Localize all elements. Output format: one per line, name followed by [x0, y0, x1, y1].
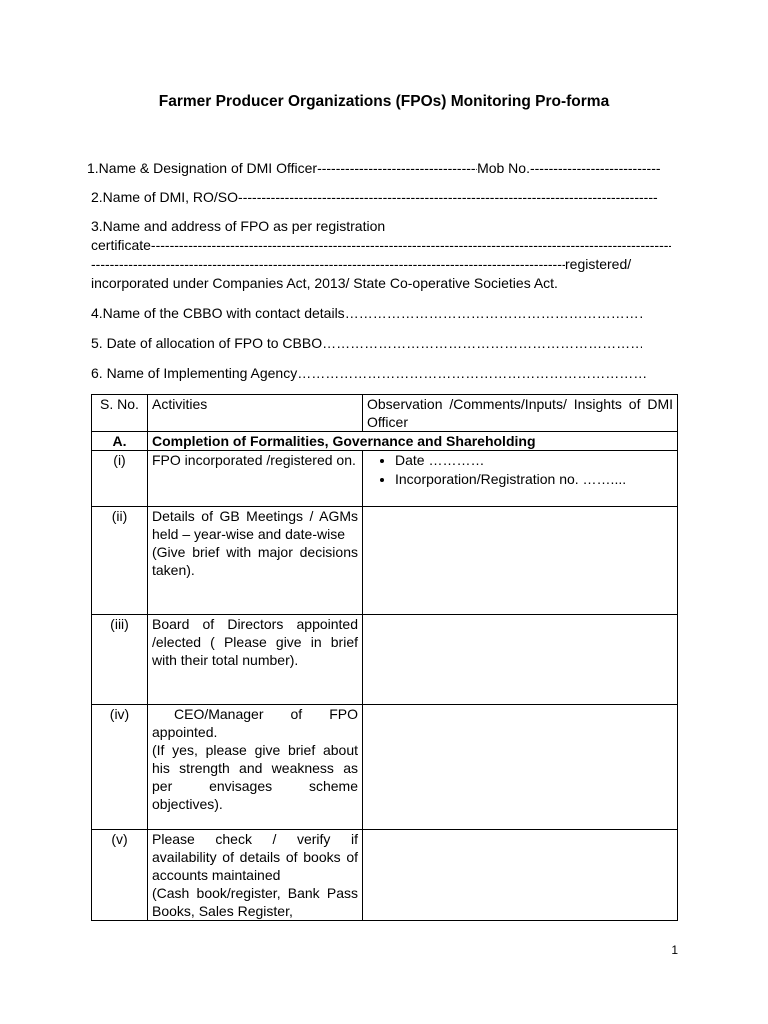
monitoring-table [91, 394, 678, 921]
row-observation [363, 705, 678, 830]
fill-line [297, 364, 647, 383]
row-activity-note: (Cash book/register, Bank Pass Books, Sales Register, [152, 885, 358, 919]
row-activity: Board of Directors appointed /elected ( Please give in brief with their total number). [148, 615, 363, 705]
observation-registration-no: • Incorporation/Registration no. …….... [395, 470, 673, 489]
field-mob-label: Mob No. [477, 160, 530, 176]
field-cbbo-contact [91, 304, 679, 323]
row-number: (iv) [92, 705, 148, 830]
fill-line [151, 236, 671, 255]
row-activity-note: (If yes, please give brief about his strength and weakness as per envisages scheme objectives). [152, 742, 358, 812]
section-a-row [92, 432, 678, 451]
row-observation [363, 615, 678, 705]
field-dmi-officer [87, 159, 679, 178]
field-fpo-name-address: 3.Name and address of FPO as per registration [91, 218, 386, 234]
table-row [92, 507, 678, 615]
field-implementing-agency-label: 6. Name of Implementing Agency [91, 365, 298, 381]
page-title: Farmer Producer Organizations (FPOs) Monitoring Pro-forma [158, 93, 610, 110]
field-allocation-date [91, 334, 679, 353]
table-row [92, 451, 678, 507]
section-a-number: A. [92, 432, 148, 451]
field-fpo-registered-label: registered/ [565, 256, 632, 272]
table-row [92, 830, 678, 921]
header-observation: Observation /Comments/Inputs/ Insights of DMI Officer [363, 395, 678, 432]
row-activity-text: Please check / verify if availability of details of books of accounts maintained [152, 831, 358, 883]
fill-line [238, 188, 658, 207]
row-number: (i) [92, 451, 148, 507]
row-observation [363, 451, 678, 507]
row-observation [363, 507, 678, 615]
row-number: (iii) [92, 615, 148, 705]
header-sno: S. No. [92, 395, 148, 432]
fill-line [322, 334, 642, 353]
section-a-title: Completion of Formalities, Governance and Shareholding [148, 432, 678, 451]
field-implementing-agency [91, 364, 679, 383]
row-number: (v) [92, 830, 148, 921]
table-row [92, 615, 678, 705]
table-header-row [92, 395, 678, 432]
row-activity [148, 507, 363, 615]
field-fpo-certificate-label: certificate [91, 237, 151, 253]
row-activity-note: (Give brief with major decisions taken). [152, 544, 358, 578]
field-allocation-date-label: 5. Date of allocation of FPO to CBBO [91, 335, 323, 351]
field-dmi-name-label: 2.Name of DMI, RO/SO [91, 189, 239, 205]
field-cbbo-contact-label: 4.Name of the CBBO with contact details [91, 305, 345, 321]
row-activity-text: Details of GB Meetings / AGMs held – year-wise and date-wise [152, 508, 358, 542]
row-activity [148, 705, 363, 830]
page-number: 1 [671, 943, 678, 957]
field-fpo-incorporated: incorporated under Companies Act, 2013/ State Co-operative Societies Act. [91, 275, 558, 291]
row-activity: FPO incorporated /registered on. [148, 451, 363, 507]
field-fpo-certificate [91, 236, 679, 255]
table-row [92, 705, 678, 830]
row-observation [363, 830, 678, 921]
row-activity [148, 830, 363, 921]
fill-line [91, 255, 565, 274]
row-number: (ii) [92, 507, 148, 615]
observation-date: • Date ………… [395, 451, 673, 470]
header-activities: Activities [148, 395, 363, 432]
field-fpo-registered [91, 255, 679, 274]
fill-line [530, 159, 660, 178]
fill-line [345, 304, 645, 323]
field-dmi-officer-label: 1.Name & Designation of DMI Officer [87, 160, 318, 176]
field-dmi-name [91, 188, 679, 207]
fill-line [317, 159, 477, 178]
row-activity-text: CEO/Manager of FPO appointed. [152, 706, 358, 740]
